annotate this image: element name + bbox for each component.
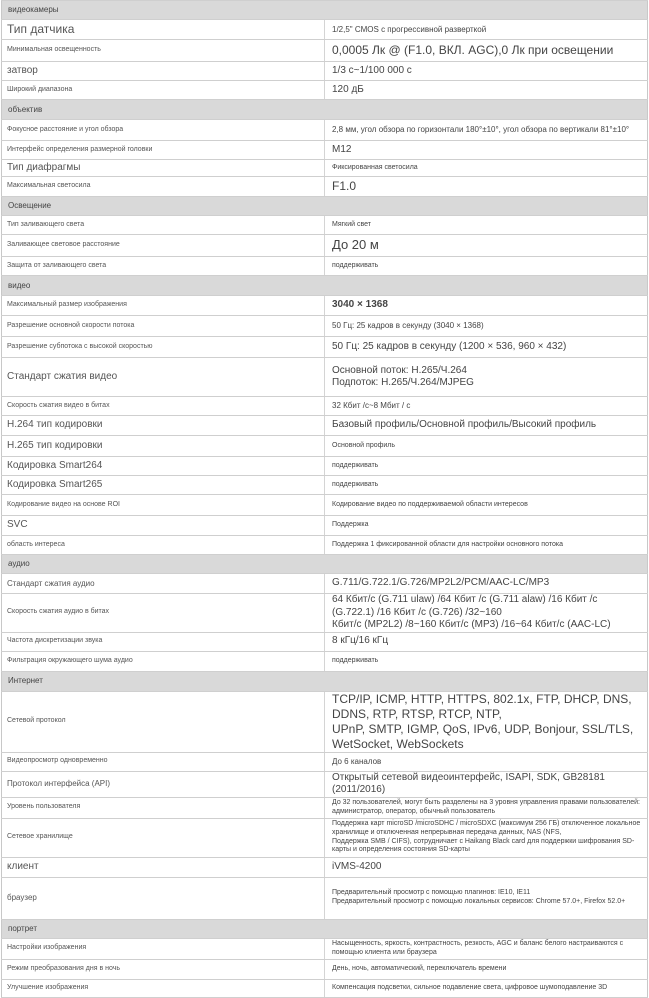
spec-value-line: Подпоток: H.265/Ч.264/MJPEG [332,377,474,388]
spec-value [325,797,648,818]
section-title: Освещение [2,197,648,216]
spec-value-line: Предварительный просмотр с помощью локальных сервисов: Chrome 57.0+, Firefox 52.0+ [332,898,626,905]
spec-value-line: День, ночь, автоматический, переключатель времени [332,964,507,972]
spec-row [2,938,648,959]
spec-value-line: Открытый сетевой видеоинтерфейс, ISAPI, SDK, GB28181 (2011/2016) [332,771,605,795]
spec-value-line: F1.0 [332,179,357,193]
spec-row [2,20,648,40]
section-title: Интернет [2,671,648,691]
spec-value [325,516,648,536]
specification-table [1,0,648,998]
spec-row [2,257,648,276]
spec-label: Протокол интерфейса (API) [2,771,325,797]
spec-value [325,771,648,797]
spec-value [325,141,648,160]
spec-value [325,457,648,476]
spec-value-line: Предварительный просмотр с помощью плагинов: IE10, IE11 [332,889,531,897]
spec-value-line: Фиксированная светосила [332,163,418,171]
spec-label: браузер [2,877,325,919]
spec-row [2,416,648,436]
spec-label: Сетевой протокол [2,691,325,752]
spec-value-line: TCP/IP, ICMP, HTTP, HTTPS, 802.1x, FTP, DHCP, DNS, DDNS, RTP, RTSP, RTCP, NTP, [332,691,632,721]
spec-row [2,574,648,594]
spec-label: Минимальная освещенность [2,40,325,62]
section-title: видеокамеры [2,1,648,20]
spec-value-line: 2,8 мм, угол обзора по горизонтали 180°±10°, угол обзора по вертикали 81°±10° [332,125,630,134]
spec-value-line: 50 Гц: 25 кадров в секунду (1200 × 536, 960 × 432) [332,340,567,352]
spec-label: Видеопросмотр одновременно [2,752,325,771]
spec-label: Улучшение изображения [2,979,325,997]
section-title: объектив [2,100,648,120]
spec-value [325,959,648,979]
spec-label: Частота дискретизации звука [2,632,325,651]
spec-label: Кодировка Smart264 [2,457,325,476]
spec-value-line: Основной поток: H.265/Ч.264 [332,364,467,376]
spec-row [2,337,648,358]
spec-label: Тип диафрагмы [2,160,325,177]
spec-label: Стандарт сжатия видео [2,358,325,397]
spec-row [2,120,648,141]
spec-label: клиент [2,857,325,877]
spec-value-line: поддерживать [332,261,379,269]
spec-value [325,691,648,752]
spec-value [325,177,648,197]
spec-value-line: Кбит/с (MP2L2) /8~160 Кбит/с (MP3) /16~64 Кбит/с (AAC-LC) [332,619,611,630]
spec-value-line: Кодирование видео по поддерживаемой области интересов [332,500,528,508]
spec-row [2,651,648,671]
spec-value [325,397,648,416]
spec-value-line: 32 Кбит /с~8 Мбит / с [332,401,411,410]
spec-value [325,476,648,495]
spec-value [325,979,648,997]
spec-value-line: Поддержка SMB / CIFS), сотрудничает с Haikang Black card для поддержки шифрования SD-карты и определения состояния SD-карты [332,837,635,854]
spec-label: Заливающее световое расстояние [2,235,325,257]
spec-value-line: Поддержка карт microSD /microSDHC / microSDXC (максимум 256 ГБ) отключенное локальное хранилище и отключенная непрерывная передача данных, NAS (NFS, [332,820,641,836]
spec-row [2,979,648,997]
spec-value [325,436,648,457]
spec-label: Защита от заливающего света [2,257,325,276]
section-header [2,100,648,120]
spec-label: Тип заливающего света [2,216,325,235]
spec-value [325,632,648,651]
spec-label: Фильтрация окружающего шума аудио [2,651,325,671]
spec-row [2,752,648,771]
spec-value-line: До 6 каналов [332,756,382,766]
spec-value [325,938,648,959]
spec-value [325,216,648,235]
spec-value [325,594,648,633]
spec-row [2,797,648,818]
spec-label: Широкий диапазона [2,81,325,100]
spec-value [325,62,648,81]
spec-label: Уровень пользователя [2,797,325,818]
spec-value [325,752,648,771]
spec-value [325,257,648,276]
spec-value [325,877,648,919]
spec-row [2,476,648,495]
section-title: аудио [2,555,648,574]
spec-value [325,358,648,397]
spec-value-line: 1/2,5" CMOS с прогрессивной разверткой [332,24,487,34]
spec-value [325,20,648,40]
spec-value-line: До 32 пользователей, могут быть разделены на 3 уровня управления правами пользователей: администратор, оператор, обычный пользователь [332,798,640,815]
spec-value [325,651,648,671]
spec-label: H.265 тип кодировки [2,436,325,457]
spec-value [325,495,648,516]
spec-value-line: 3040 × 1368 [332,299,388,311]
spec-value-line: iVMS-4200 [332,860,382,872]
spec-label: Кодировка Smart265 [2,476,325,495]
spec-row [2,495,648,516]
spec-value [325,416,648,436]
spec-value [325,81,648,100]
spec-value-line: поддерживать [332,480,379,488]
spec-value-line: M12 [332,143,352,155]
spec-row [2,516,648,536]
spec-row [2,296,648,316]
spec-value [325,818,648,857]
spec-label: H.264 тип кодировки [2,416,325,436]
spec-value [325,574,648,594]
spec-label: Интерфейс определения размерной головки [2,141,325,160]
spec-label: Стандарт сжатия аудио [2,574,325,594]
spec-label: Кодирование видео на основе ROI [2,495,325,516]
spec-value-line: 64 Кбит/с (G.711 ulaw) /64 Кбит /с (G.711 alaw) /16 Кбит /с (G.722.1) /16 Кбит /с (G.726) /32~160 [332,594,598,618]
spec-label: Разрешение субпотока с высокой скоростью [2,337,325,358]
spec-value [325,316,648,337]
spec-row [2,771,648,797]
spec-value-line: Базовый профиль/Основной профиль/Высокий профиль [332,419,597,431]
spec-label: Максимальный размер изображения [2,296,325,316]
spec-row [2,594,648,633]
spec-value-line: Поддержка [332,521,369,529]
spec-row [2,536,648,555]
spec-value [325,160,648,177]
spec-row [2,235,648,257]
spec-value-line: 0,0005 Лк @ (F1.0, ВКЛ. AGC),0 Лк при освещении [332,43,614,57]
spec-row [2,216,648,235]
spec-label: Тип датчика [2,20,325,40]
spec-value [325,120,648,141]
spec-row [2,959,648,979]
spec-value-line: 8 кГц/16 кГц [332,635,389,647]
spec-value-line: 1/3 с~1/100 000 с [332,64,412,76]
spec-row [2,397,648,416]
spec-value-line: G.711/G.722.1/G.726/MP2L2/PCM/AAC-LC/MP3 [332,577,550,589]
spec-row [2,358,648,397]
section-header [2,1,648,20]
spec-row [2,691,648,752]
spec-row [2,62,648,81]
section-header [2,197,648,216]
spec-row [2,632,648,651]
spec-row [2,457,648,476]
spec-value-line: Поддержка 1 фиксированной области для настройки основного потока [332,540,563,548]
section-header [2,555,648,574]
spec-row [2,818,648,857]
spec-label: Сетевое хранилище [2,818,325,857]
spec-label: область интереса [2,536,325,555]
spec-value-line: поддерживать [332,461,379,469]
spec-label: Фокусное расстояние и угол обзора [2,120,325,141]
spec-value [325,296,648,316]
spec-row [2,857,648,877]
spec-label: Разрешение основной скорости потока [2,316,325,337]
spec-value [325,235,648,257]
spec-row [2,177,648,197]
spec-value [325,337,648,358]
spec-value-line: Компенсация подсветки, сильное подавление света, цифровое шумоподавление 3D [332,983,608,991]
spec-row [2,160,648,177]
spec-row [2,40,648,62]
spec-row [2,436,648,457]
spec-value-line: До 20 м [332,237,379,253]
spec-label: Скорость сжатия видео в битах [2,397,325,416]
section-header [2,919,648,938]
spec-label: Настройки изображения [2,938,325,959]
spec-value-line: UPnP, SMTP, IGMP, QoS, IPv6, UDP, Bonjour, SSL/TLS, WetSocket, WebSockets [332,721,634,751]
spec-row [2,877,648,919]
spec-value-line: поддерживать [332,656,379,664]
spec-value-line: 50 Гц: 25 кадров в секунду (3040 × 1368) [332,321,484,330]
spec-value [325,857,648,877]
spec-row [2,81,648,100]
spec-value [325,536,648,555]
spec-label: Скорость сжатия аудио в битах [2,594,325,633]
spec-value-line: Насыщенность, яркость, контрастность, резкость, AGC и баланс белого настраиваются с помощью клиента или браузера [332,939,624,956]
spec-label: затвор [2,62,325,81]
spec-label: Максимальная светосила [2,177,325,197]
spec-value-line: 120 дБ [332,83,364,95]
spec-label: SVC [2,516,325,536]
spec-value-line: Мягкий свет [332,220,372,228]
spec-label: Режим преобразования дня в ночь [2,959,325,979]
section-header [2,276,648,296]
section-header [2,671,648,691]
spec-value-line: Основной профиль [332,441,396,449]
section-title: портрет [2,919,648,938]
section-title: видео [2,276,648,296]
spec-value [325,40,648,62]
spec-row [2,141,648,160]
spec-row [2,316,648,337]
